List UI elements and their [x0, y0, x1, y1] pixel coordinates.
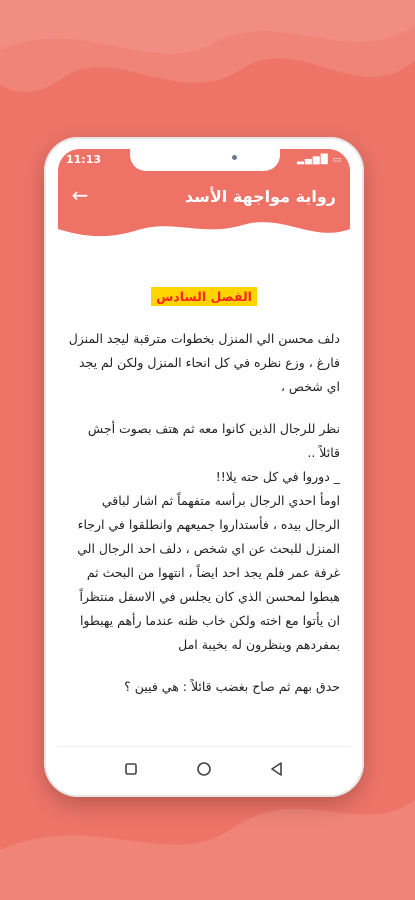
navigation-bar	[58, 746, 350, 790]
circle-home-icon[interactable]	[193, 758, 215, 780]
phone-frame	[44, 137, 364, 797]
chapter-heading-wrap	[68, 285, 340, 309]
chapter-heading: الفصل السادس	[151, 287, 257, 306]
paragraph: نظر للرجال الذين كانوا معه ثم هتف بصوت أجش قائلاً .. _ دوروا في كل حته يلا!! اومأ احدي الرجال برأسه متفهماً ثم اشار لباقي الرجال بيده ، فأستداروا جميعهم وانطلقوا في ارجاء المنزل للبحث عن اي شخص ، دلف احد الرجال الي غرفة عمر فلم يجد احد ايضاً ، انتهوا من البحث ثم هبطوا لمحسن الذي كان يجلس في الاسفل منتظراً ان يأتوا مع اخته ولكن خاب ظنه عندما رأهم يهبطوا بمفردهم وينظرون له بخيبة امل	[77, 421, 340, 652]
paragraph: حدق بهم ثم صاح بغضب قائلاً : هي فيين ؟	[124, 679, 340, 694]
screen	[58, 149, 350, 746]
square-recents-icon[interactable]	[120, 758, 142, 780]
app-bar-wave	[58, 173, 350, 241]
content-fade	[68, 709, 340, 746]
notch	[130, 149, 280, 171]
triangle-back-icon[interactable]	[266, 758, 288, 780]
back-arrow-icon[interactable]: ←	[71, 183, 89, 207]
status-icons: ▂▄▆█ ▭	[296, 155, 342, 165]
app-bar	[58, 173, 350, 241]
paragraph: دلف محسن الي المنزل بخطوات مترقبة ليجد المنزل فارغ ، وزع نظره في كل انحاء المنزل ولكن لم يجد اي شخص ،	[68, 331, 340, 394]
story-content[interactable]	[68, 259, 340, 746]
camera-icon	[232, 155, 237, 160]
status-time: 11:13	[66, 153, 102, 166]
page-title: رواية مواجهة الأسد	[184, 187, 336, 206]
